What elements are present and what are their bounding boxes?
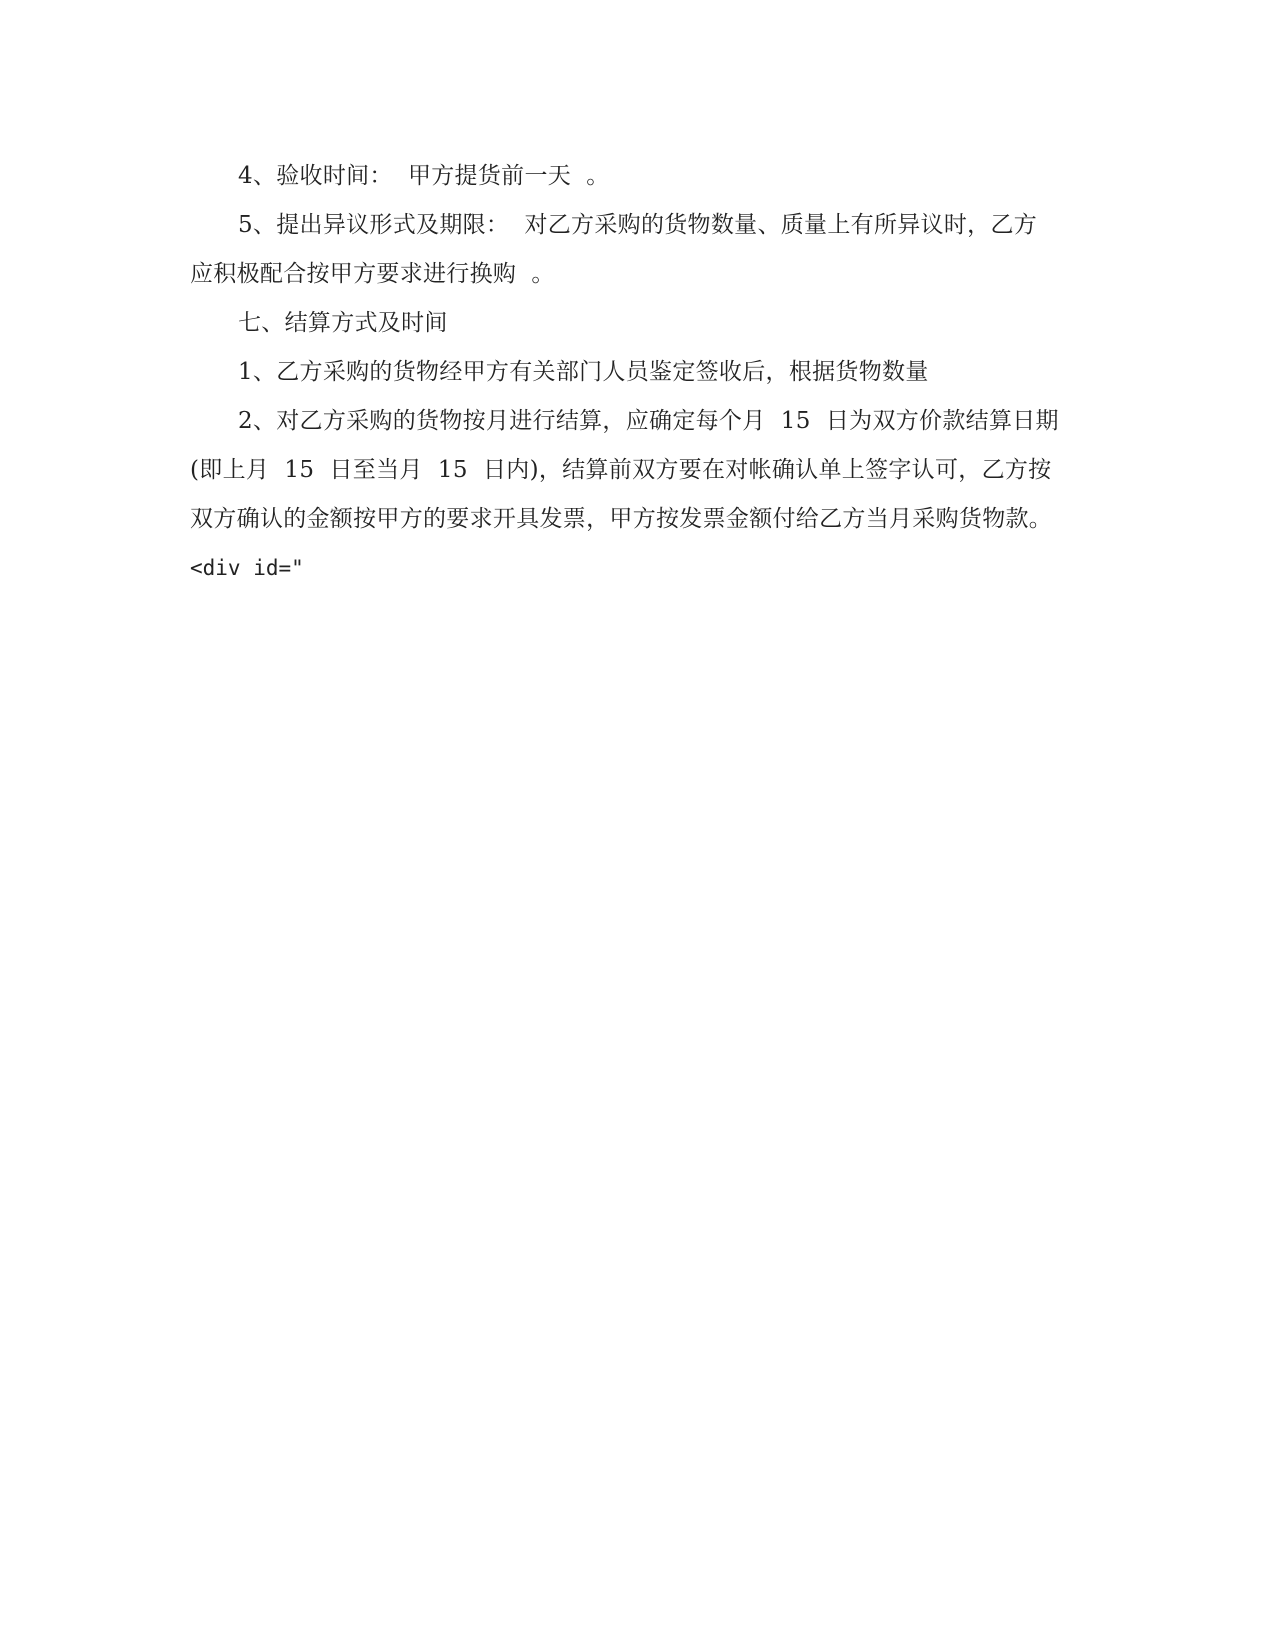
trailing-code-fragment: <div id=": [190, 556, 304, 580]
paragraph-settlement-item-2: 2、对乙方采购的货物按月进行结算，应确定每个月 15 日为双方价款结算日期(即上月 15 日至当月 15 日内)，结算前双方要在对帐确认单上签字认可，乙方按双方确认的金额按甲方的要求开具发票，甲方按发票金额付给乙方当月采购货物款。: [190, 408, 1059, 532]
document-body: [190, 152, 1060, 593]
section-heading-settlement: 七、结算方式及时间: [238, 310, 448, 336]
paragraph-settlement-item-1: 1、乙方采购的货物经甲方有关部门人员鉴定签收后，根据货物数量: [238, 359, 929, 385]
paragraph-objection-terms: 5、提出异议形式及期限： 对乙方采购的货物数量、质量上有所异议时，乙方应积极配合按甲方要求进行换购 。: [190, 212, 1038, 287]
paragraph-acceptance-time: 4、验收时间： 甲方提货前一天 。: [238, 163, 610, 189]
